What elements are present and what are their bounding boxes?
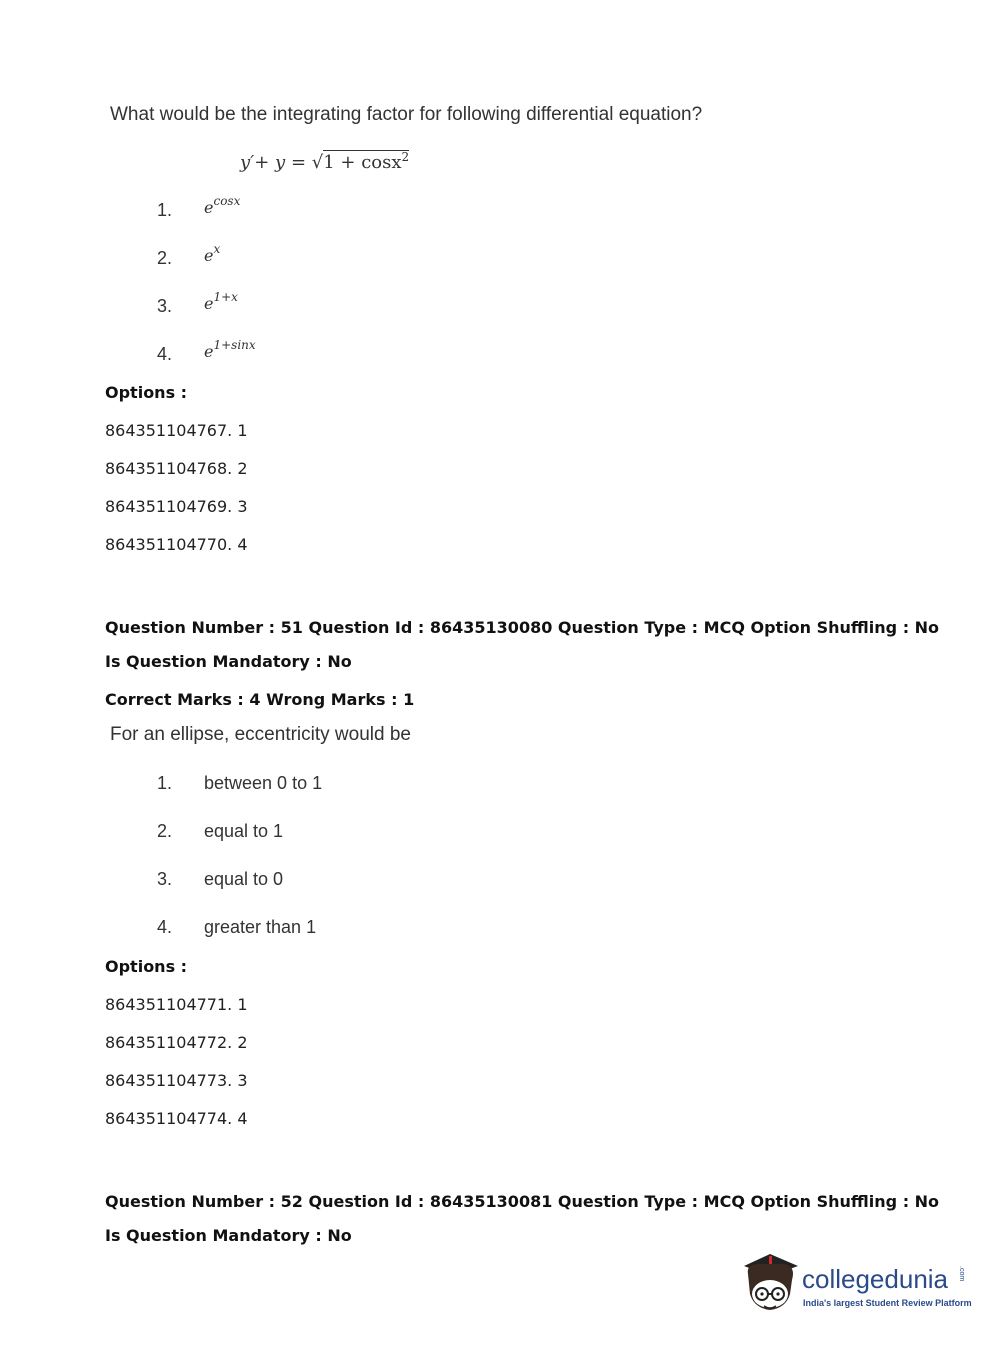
choice-text: equal to 1 [204, 821, 284, 841]
choice-text: equal to 0 [204, 869, 284, 889]
options-label: Options : [105, 383, 188, 402]
choice-number: 4. [157, 917, 173, 937]
choice-number: 3. [157, 296, 173, 316]
choice-text: greater than 1 [204, 917, 317, 937]
collegedunia-mascot-icon [740, 1250, 800, 1320]
choice-expression: $e^{1+x}$ [204, 290, 238, 313]
options-label: Options : [105, 957, 188, 976]
equation-rhs: 1 + cosx [323, 152, 402, 173]
choice-number: 4. [157, 344, 173, 364]
differential-equation [240, 150, 409, 173]
choice-number: 1. [157, 200, 173, 220]
question-51-marks: Correct Marks : 4 Wrong Marks : 1 [105, 690, 415, 709]
option-line: 864351104774. 4 [105, 1109, 248, 1128]
choice-number: 2. [157, 821, 173, 841]
logo-suffix: .com [958, 1266, 965, 1282]
choice-number: 2. [157, 248, 173, 268]
question-51-text: For an ellipse, eccentricity would be [110, 724, 411, 745]
equation-exponent: 2 [401, 150, 410, 164]
logo-tagline: India's largest Student Review Platform [803, 1298, 972, 1308]
option-line: 864351104773. 3 [105, 1071, 248, 1090]
question-52-mandatory: Is Question Mandatory : No [105, 1226, 352, 1245]
option-line: 864351104772. 2 [105, 1033, 248, 1052]
choice-text: between 0 to 1 [204, 773, 323, 793]
equation-lhs: y′+ y = [240, 152, 312, 173]
choice-expression: $e^{cosx}$ [204, 194, 241, 217]
option-line: 864351104767. 1 [105, 421, 248, 440]
choice-expression: $e^{1+sinx}$ [204, 338, 256, 361]
question-51-header: Question Number : 51 Question Id : 86435130080 Question Type : MCQ Option Shuffling : No [105, 618, 940, 637]
option-line: 864351104771. 1 [105, 995, 248, 1014]
option-line: 864351104768. 2 [105, 459, 248, 478]
question-50-text: What would be the integrating factor for following differential equation? [110, 104, 703, 125]
choice-number: 3. [157, 869, 173, 889]
sqrt-sign: √ [311, 152, 324, 173]
question-51-mandatory: Is Question Mandatory : No [105, 652, 352, 671]
question-52-header: Question Number : 52 Question Id : 86435130081 Question Type : MCQ Option Shuffling : No [105, 1192, 940, 1211]
collegedunia-logo-text: collegedunia [802, 1264, 949, 1294]
choice-number: 1. [157, 773, 173, 793]
option-line: 864351104769. 3 [105, 497, 248, 516]
option-line: 864351104770. 4 [105, 535, 248, 554]
choice-expression: $e^x$ [204, 242, 221, 265]
